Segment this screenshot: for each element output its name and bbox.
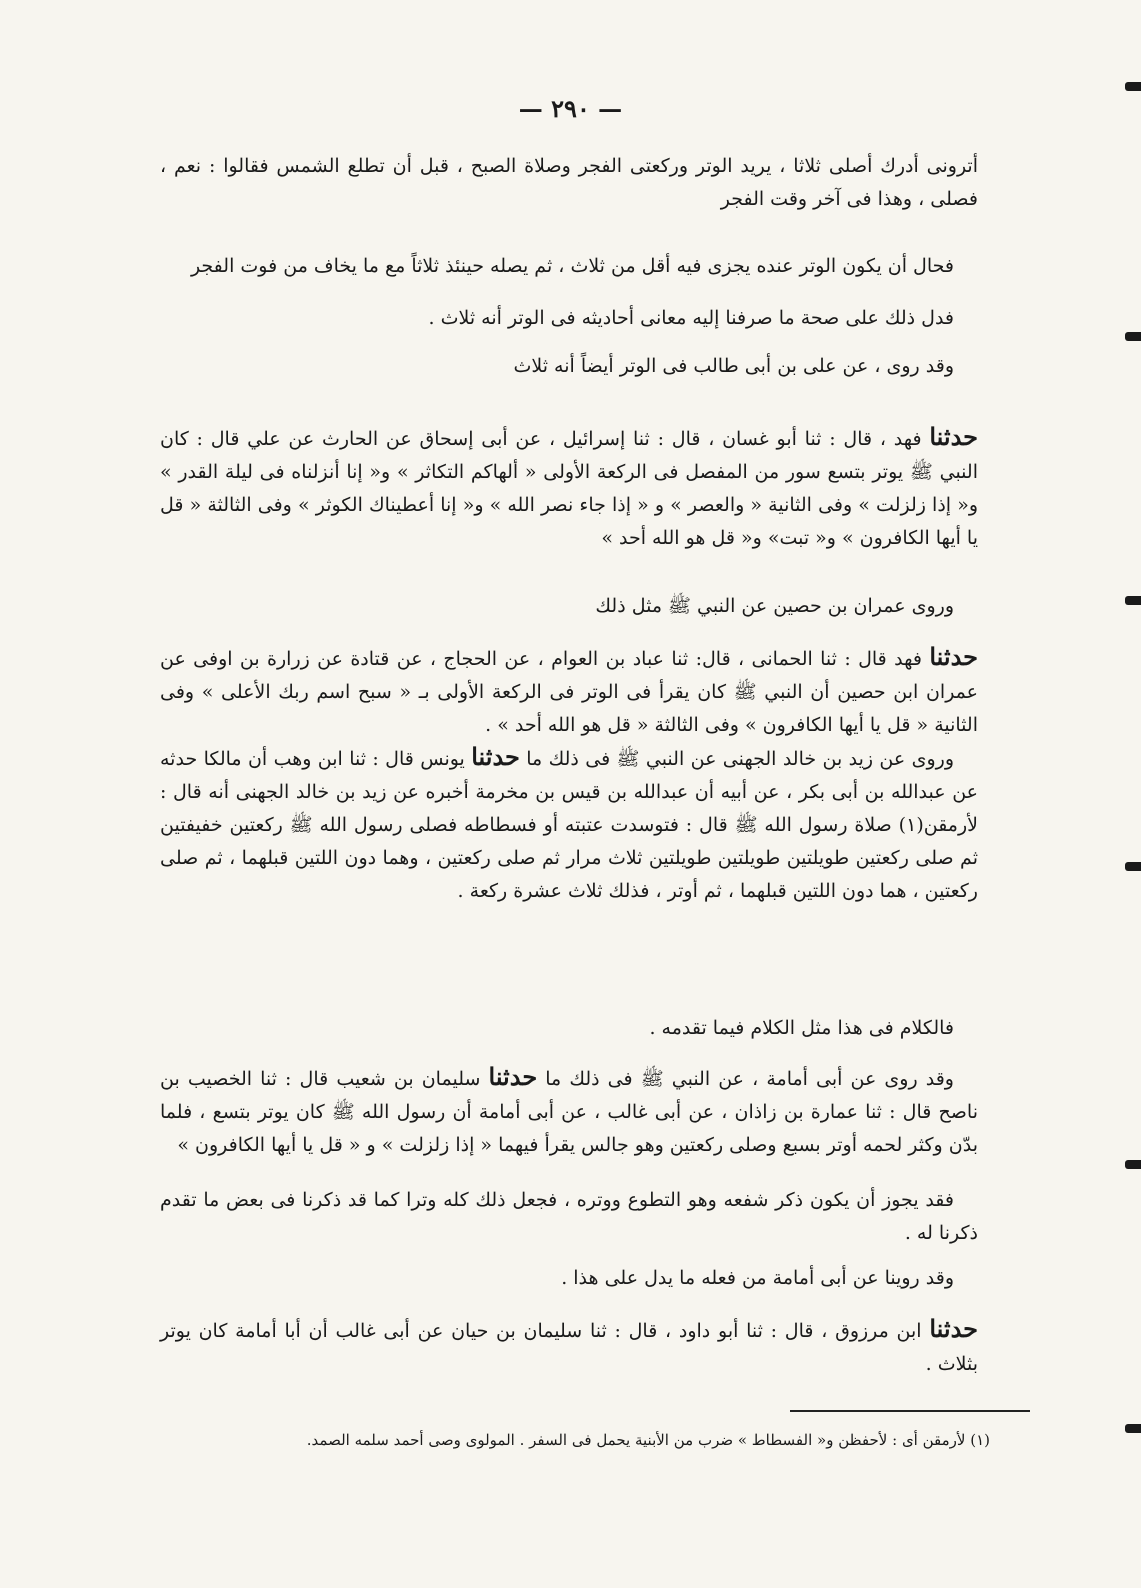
paragraph-13 (160, 1312, 978, 1381)
body-text-1 (160, 150, 978, 216)
paragraph-3: فدل ذلك على صحة ما صرفنا إليه معانى أحاديثه فى الوتر أنه ثلاث . (428, 307, 954, 329)
paragraph-7 (160, 640, 978, 742)
body-text-5 (160, 420, 978, 555)
page-number: — ٢٩٠ — (518, 94, 623, 123)
body-text-8 (160, 740, 978, 908)
haddathana-keyword: حدثنا (929, 1314, 978, 1343)
haddathana-keyword: حدثنا (929, 422, 978, 451)
body-text-4 (160, 350, 978, 383)
paragraph-10 (160, 1060, 978, 1162)
body-text-9 (160, 1012, 978, 1045)
paragraph-8 (160, 740, 978, 908)
paragraph-7-text: فهد قال : ثنا الحمانى ، قال: ثنا عباد بن العوام ، عن الحجاج ، عن قتادة عن زرارة بن اوفى عن عمران ابن حصين أن النبي ﷺ كان يقرأ فى الوتر فى الركعة الأولى بـ « سبح اسم ربك الأعلى » وفى الثانية « قل يا أيها الكافرون » وفى الثالثة « قل هو الله أحد » . (160, 648, 978, 736)
paragraph-9: فالكلام فى هذا مثل الكلام فيما تقدمه . (649, 1017, 954, 1039)
haddathana-keyword: حدثنا (471, 742, 520, 771)
footnote-divider (790, 1410, 1030, 1412)
paragraph-5 (160, 420, 978, 555)
paragraph-6: وروى عمران بن حصين عن النبي ﷺ مثل ذلك (595, 595, 954, 617)
body-text-10 (160, 1060, 978, 1162)
haddathana-keyword: حدثنا (929, 642, 978, 671)
page-edge-mark (1125, 82, 1141, 91)
body-text-3 (160, 302, 978, 335)
page-edge-mark (1125, 1160, 1141, 1169)
paragraph-5-text: فهد ، قال : ثنا أبو غسان ، قال : ثنا إسرائيل ، عن أبى إسحاق عن الحارث عن علي قال : كان النبي ﷺ يوتر بتسع سور من المفصل فى الركعة الأولى « ألهاكم التكاثر » و« إنا أنزلناه فى ليلة القدر » و« إذا زلزلت » وفى الثانية « والعصر » و « إذا جاء نصر الله » و« إنا أعطيناك الكوثر » وفى الثالثة « قل يا أيها الكافرون » و« تبت» و« قل هو الله أحد » (160, 428, 978, 549)
paragraph-10-text-b: سليمان بن شعيب قال : ثنا الخصيب بن ناصح قال : ثنا عمارة بن زاذان ، عن أبى غالب ، عن أبى أمامة أن رسول الله ﷺ كان يوتر بتسع ، فلما بدّن وكثر لحمه أوتر بسبع وصلى ركعتين وهو جالس يقرأ فيهما « إذا زلزلت » و « قل يا أيها الكافرون » (160, 1068, 978, 1156)
paragraph-12: وقد روينا عن أبى أمامة من فعله ما يدل على هذا . (561, 1267, 954, 1289)
paragraph-1: أترونى أدرك أصلى ثلاثا ، يريد الوتر وركعتى الفجر وصلاة الصبح ، قبل أن تطلع الشمس فقالوا : نعم ، فصلى ، وهذا فى آخر وقت الفجر (160, 155, 978, 210)
page-edge-mark (1125, 1424, 1141, 1433)
paragraph-11: فقد يجوز أن يكون ذكر شفعه وهو التطوع ووتره ، فجعل ذلك كله وترا كما قد ذكرنا فى بعض ما تقدم ذكرنا له . (160, 1189, 978, 1244)
page-edge-mark (1125, 332, 1141, 341)
body-text-2 (160, 250, 978, 283)
paragraph-13-text: ابن مرزوق ، قال : ثنا أبو داود ، قال : ثنا سليمان بن حيان عن أبى غالب أن أبا أمامة كان يوتر بثلاث . (160, 1320, 978, 1375)
paragraph-8-text-a: وروى عن زيد بن خالد الجهنى عن النبي ﷺ فى ذلك ما (519, 748, 954, 770)
paragraph-8-text-b: يونس قال : ثنا ابن وهب أن مالكا حدثه عن عبدالله بن أبى بكر ، عن أبيه أن عبدالله بن قيس بن مخرمة أخبره عن زيد بن خالد الجهنى أنه قال : لأرمقن(١) صلاة رسول الله ﷺ قال : فتوسدت عتبته أو فسطاطه فصلى رسول الله ﷺ ركعتين خفيفتين ثم صلى ركعتين طويلتين طويلتين طويلتين ثلاث مرار ثم صلى ركعتين ، وهما دون اللتين قبلهما ، ثم صلى ركعتين ، هما دون اللتين قبلهما ، ثم أوتر ، فذلك ثلاث عشرة ركعة . (160, 748, 978, 902)
paragraph-10-text-a: وقد روى عن أبى أمامة ، عن النبي ﷺ فى ذلك ما (537, 1068, 954, 1090)
paragraph-4: وقد روى ، عن على بن أبى طالب فى الوتر أيضاً أنه ثلاث (513, 355, 954, 377)
body-text-12 (160, 1262, 978, 1295)
body-text-11 (160, 1184, 978, 1250)
body-text-7 (160, 640, 978, 742)
paragraph-2: فحال أن يكون الوتر عنده يجزى فيه أقل من ثلاث ، ثم يصله حينئذ ثلاثاً مع ما يخاف من فوت الفجر (190, 255, 954, 277)
body-text-13 (160, 1312, 978, 1381)
page-edge-mark (1125, 596, 1141, 605)
page-edge-mark (1125, 862, 1141, 871)
footnote: (١) لأرمقن أى : لأحفظن و« الفسطاط » ضرب من الأبنية يحمل فى السفر . المولوى وصى أحمد سلمه الصمد. (306, 1431, 990, 1449)
body-text-6 (160, 590, 978, 623)
haddathana-keyword: حدثنا (488, 1062, 538, 1091)
